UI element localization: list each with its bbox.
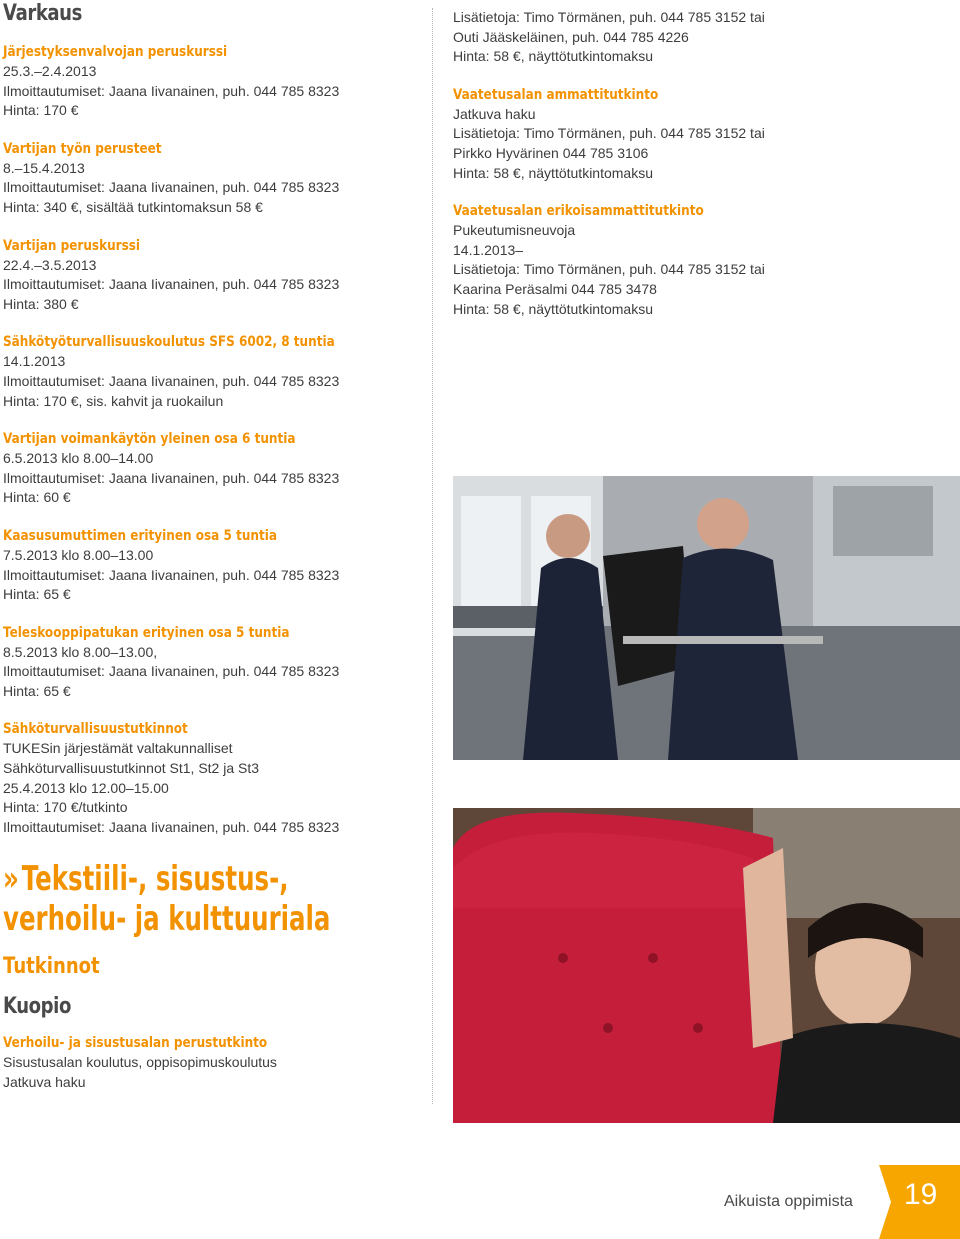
course-block bbox=[453, 201, 953, 319]
photo-upholstery-illustration bbox=[453, 808, 960, 1123]
course-block bbox=[3, 429, 423, 508]
course-block bbox=[3, 332, 423, 411]
course-block bbox=[3, 719, 423, 837]
course-line: Lisätietoja: Timo Törmänen, puh. 044 785 3152 tai bbox=[453, 261, 765, 278]
course-date: 25.4.2013 klo 12.00–15.00 bbox=[3, 779, 169, 796]
course-date: 6.5.2013 klo 8.00–14.00 bbox=[3, 450, 154, 467]
photo-upholstery bbox=[453, 808, 960, 1123]
course-line: Jatkuva haku bbox=[453, 105, 536, 122]
course-registration: Ilmoittautumiset: Jaana Iivanainen, puh. 044 785 8323 bbox=[3, 566, 340, 583]
course-title: Teleskooppipatukan erityinen osa 5 tuntia bbox=[3, 624, 290, 641]
course-title: Vartijan voimankäytön yleinen osa 6 tuntia bbox=[3, 431, 296, 448]
course-registration: Ilmoittautumiset: Jaana Iivanainen, puh. 044 785 8323 bbox=[3, 818, 340, 835]
course-title: Vartijan peruskurssi bbox=[3, 237, 141, 254]
course-price: Hinta: 58 €, näyttötutkintomaksu bbox=[453, 300, 653, 317]
course-date: 8.–15.4.2013 bbox=[3, 159, 85, 176]
course-price: Hinta: 380 € bbox=[3, 295, 79, 312]
course-line: Lisätietoja: Timo Törmänen, puh. 044 785 3152 tai bbox=[453, 125, 765, 142]
course-block bbox=[3, 526, 423, 605]
photo-security-training-illustration bbox=[453, 476, 960, 760]
course-price: Hinta: 65 € bbox=[3, 682, 71, 699]
course-registration: Ilmoittautumiset: Jaana Iivanainen, puh. 044 785 8323 bbox=[3, 372, 340, 389]
course-block bbox=[3, 1033, 423, 1092]
course-date: 8.5.2013 klo 8.00–13.00, bbox=[3, 643, 158, 660]
place-heading-kuopio: Kuopio bbox=[3, 994, 71, 1020]
footer-label: Aikuista oppimista bbox=[724, 1193, 853, 1210]
course-title: Vaatetusalan erikoisammattitutkinto bbox=[453, 203, 704, 220]
section-title-line2: verhoilu- ja kulttuuriala bbox=[3, 899, 331, 940]
course-line: Kaarina Peräsalmi 044 785 3478 bbox=[453, 280, 657, 297]
page-number: 19 bbox=[904, 1178, 938, 1211]
course-date: 7.5.2013 klo 8.00–13.00 bbox=[3, 546, 154, 563]
course-block bbox=[3, 42, 423, 121]
course-block bbox=[3, 139, 423, 218]
double-chevron-icon: » bbox=[3, 859, 15, 900]
page-tab-notch bbox=[879, 1165, 891, 1239]
course-title: Kaasusumuttimen erityinen osa 5 tuntia bbox=[3, 527, 277, 544]
course-price: Hinta: 60 € bbox=[3, 489, 71, 506]
course-line: Pukeutumisneuvoja bbox=[453, 222, 576, 239]
course-registration: Ilmoittautumiset: Jaana Iivanainen, puh. 044 785 8323 bbox=[3, 663, 340, 680]
course-title: Verhoilu- ja sisustusalan perustutkinto bbox=[3, 1035, 268, 1052]
course-price: Hinta: 340 €, sisältää tutkintomaksun 58 € bbox=[3, 198, 263, 215]
course-block bbox=[453, 85, 953, 183]
course-price: Hinta: 58 €, näyttötutkintomaksu bbox=[453, 164, 653, 181]
course-title: Sähkötyöturvallisuuskoulutus SFS 6002, 8 tuntia bbox=[3, 334, 335, 351]
course-title: Sähköturvallisuustutkinnot bbox=[3, 721, 188, 738]
course-price: Hinta: 170 €, sis. kahvit ja ruokailun bbox=[3, 392, 224, 409]
info-line: Lisätietoja: Timo Törmänen, puh. 044 785 3152 tai bbox=[453, 9, 765, 25]
course-price: Hinta: 170 €/tutkinto bbox=[3, 799, 128, 816]
course-registration: Ilmoittautumiset: Jaana Iivanainen, puh. 044 785 8323 bbox=[3, 469, 340, 486]
course-info-block bbox=[453, 8, 953, 67]
course-title: Järjestyksenvalvojan peruskurssi bbox=[3, 44, 228, 60]
right-column bbox=[453, 8, 953, 337]
info-line: Outi Jääskeläinen, puh. 044 785 4226 bbox=[453, 28, 689, 45]
course-price: Hinta: 170 € bbox=[3, 102, 79, 119]
course-price: Hinta: 58 €, näyttötutkintomaksu bbox=[453, 48, 653, 65]
course-date: 14.1.2013 bbox=[3, 353, 66, 370]
column-divider bbox=[432, 8, 433, 1104]
course-date: 25.3.–2.4.2013 bbox=[3, 63, 97, 79]
left-column bbox=[3, 0, 423, 1111]
course-title: Vartijan työn perusteet bbox=[3, 140, 162, 157]
course-price: Hinta: 65 € bbox=[3, 586, 71, 603]
course-date: 22.4.–3.5.2013 bbox=[3, 256, 97, 273]
section-title bbox=[3, 859, 305, 899]
subsection-heading: Tutkinnot bbox=[3, 954, 100, 980]
course-line: TUKESin järjestämät valtakunnalliset bbox=[3, 740, 233, 757]
course-line: Jatkuva haku bbox=[3, 1074, 86, 1091]
place-heading-varkaus: Varkaus bbox=[3, 1, 82, 26]
course-line: Sisustusalan koulutus, oppisopimuskoulutus bbox=[3, 1054, 277, 1071]
section-title-line1: Tekstiili-, sisustus-, bbox=[21, 859, 289, 900]
course-block bbox=[3, 236, 423, 315]
course-registration: Ilmoittautumiset: Jaana Iivanainen, puh. 044 785 8323 bbox=[3, 179, 340, 196]
course-block bbox=[3, 623, 423, 702]
course-date: 14.1.2013– bbox=[453, 241, 524, 258]
course-line: Sähköturvallisuustutkinnot St1, St2 ja St3 bbox=[3, 760, 260, 777]
course-line: Pirkko Hyvärinen 044 785 3106 bbox=[453, 144, 649, 161]
photo-security-training bbox=[453, 476, 960, 760]
course-title: Vaatetusalan ammattitutkinto bbox=[453, 86, 659, 103]
course-registration: Ilmoittautumiset: Jaana Iivanainen, puh. 044 785 8323 bbox=[3, 82, 340, 99]
course-registration: Ilmoittautumiset: Jaana Iivanainen, puh. 044 785 8323 bbox=[3, 276, 340, 293]
